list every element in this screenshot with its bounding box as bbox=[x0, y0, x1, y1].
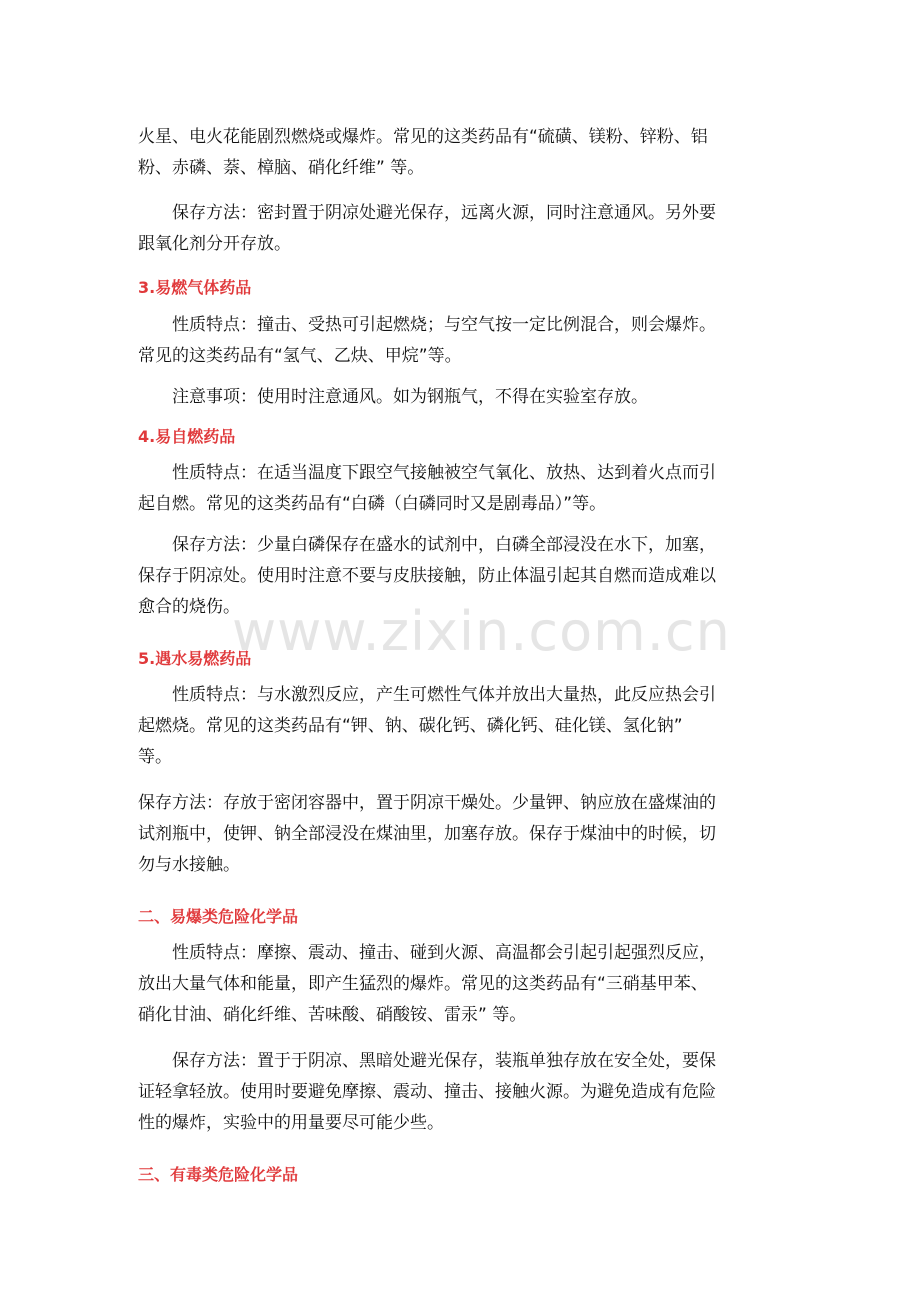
text-line: 跟氧化剂分开存放。 bbox=[138, 234, 291, 254]
paragraph-storage-method-1 bbox=[138, 198, 788, 260]
text-line: 起燃烧。常见的这类药品有“钾、钠、碳化钙、磷化钙、硅化镁、氢化钠” bbox=[138, 716, 683, 736]
paragraph-gas-properties bbox=[138, 310, 788, 372]
paragraph-explosive-properties bbox=[138, 938, 788, 1031]
text-line: 放出大量气体和能量，即产生猛烈的爆炸。常见的这类药品有“三硝基甲苯、 bbox=[138, 974, 708, 994]
text-line: 粉、赤磷、萘、樟脑、硝化纤维” 等。 bbox=[138, 158, 425, 178]
text-line: 保存方法：少量白磷保存在盛水的试剂中，白磷全部浸没在水下，加塞， bbox=[172, 535, 716, 555]
paragraph-flammable-solids-examples bbox=[138, 122, 788, 184]
text-line: 火星、电火花能剧烈燃烧或爆炸。常见的这类药品有“硫磺、镁粉、锌粉、铝 bbox=[138, 127, 708, 147]
heading-water-reactive: 5.遇水易燃药品 bbox=[138, 649, 252, 668]
text-line: 性质特点：摩擦、震动、撞击、碰到火源、高温都会引起引起强烈反应， bbox=[172, 943, 716, 963]
text-line: 起自燃。常见的这类药品有“白磷（白磷同时又是剧毒品）”等。 bbox=[138, 494, 607, 514]
paragraph-explosive-storage bbox=[138, 1046, 788, 1139]
text-line: 保存方法：置于于阴凉、黑暗处避光保存，装瓶单独存放在安全处，要保 bbox=[172, 1051, 716, 1071]
text-line: 勿与水接触。 bbox=[138, 855, 240, 875]
text-line: 性质特点：撞击、受热可引起燃烧；与空气按一定比例混合，则会爆炸。 bbox=[172, 315, 716, 335]
heading-spontaneous-combustion: 4.易自燃药品 bbox=[138, 427, 236, 446]
text-line: 等。 bbox=[138, 747, 172, 767]
paragraph-water-reactive-storage bbox=[138, 788, 788, 881]
paragraph-gas-notes bbox=[138, 382, 788, 413]
text-line: 愈合的烧伤。 bbox=[138, 597, 240, 617]
heading-flammable-gases: 3.易燃气体药品 bbox=[138, 278, 252, 297]
heading-explosive-chemicals: 二、易爆类危险化学品 bbox=[138, 907, 299, 926]
text-line: 性质特点：与水激烈反应，产生可燃性气体并放出大量热，此反应热会引 bbox=[172, 685, 716, 705]
text-line: 保存方法：存放于密闭容器中，置于阴凉干燥处。少量钾、钠应放在盛煤油的 bbox=[138, 793, 716, 813]
text-line: 常见的这类药品有“氢气、乙炔、甲烷”等。 bbox=[138, 346, 462, 366]
text-line: 性的爆炸，实验中的用量要尽可能少些。 bbox=[138, 1113, 444, 1133]
text-line: 证轻拿轻放。使用时要避免摩擦、震动、撞击、接触火源。为避免造成有危险 bbox=[138, 1082, 716, 1102]
text-line: 保存方法：密封置于阴凉处避光保存，远离火源，同时注意通风。另外要 bbox=[172, 203, 716, 223]
text-line: 试剂瓶中，使钾、钠全部浸没在煤油里，加塞存放。保存于煤油中的时候，切 bbox=[138, 824, 716, 844]
heading-toxic-chemicals: 三、有毒类危险化学品 bbox=[138, 1165, 299, 1184]
watermark: www.zixin.com.cn bbox=[232, 600, 731, 663]
text-line: 保存于阴凉处。使用时注意不要与皮肤接触，防止体温引起其自燃而造成难以 bbox=[138, 566, 716, 586]
paragraph-water-reactive-properties bbox=[138, 680, 788, 773]
paragraph-spontaneous-properties bbox=[138, 458, 788, 520]
text-line: 注意事项：使用时注意通风。如为钢瓶气，不得在实验室存放。 bbox=[172, 387, 648, 407]
text-line: 性质特点：在适当温度下跟空气接触被空气氧化、放热、达到着火点而引 bbox=[172, 463, 716, 483]
text-line: 硝化甘油、硝化纤维、苦味酸、硝酸铵、雷汞” 等。 bbox=[138, 1005, 527, 1025]
